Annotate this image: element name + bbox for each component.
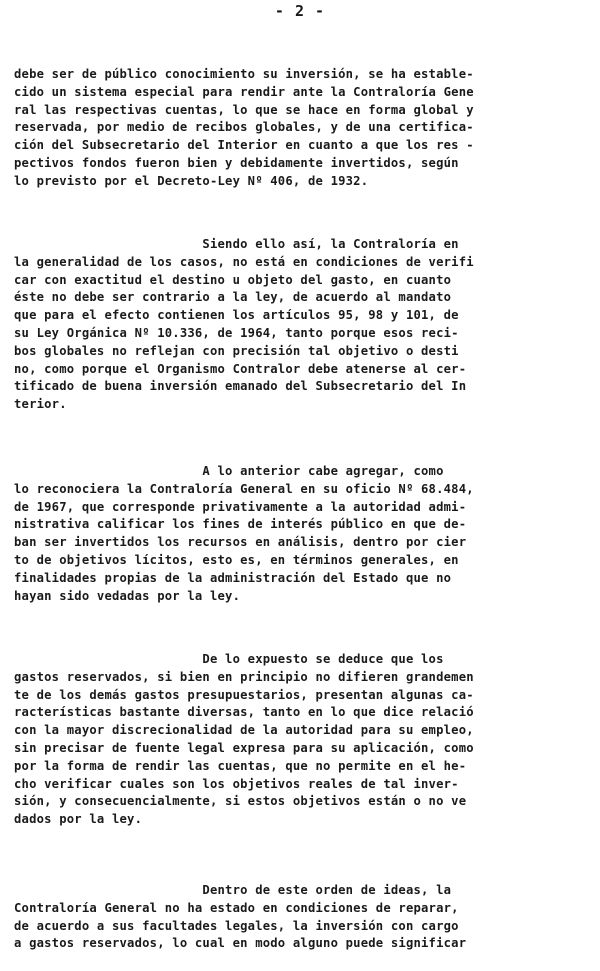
- text-line: cho verificar cuales son los objetivos reales de tal inver-: [14, 776, 459, 791]
- text-line: por la forma de rendir las cuentas, que no permite en el he-: [14, 758, 467, 773]
- paragraph-3: [14, 463, 594, 605]
- text-line: racterísticas bastante diversas, tanto en lo que dice relació: [14, 705, 474, 720]
- text-line: car con exactitud el destino u objeto del gasto, en cuanto: [14, 272, 452, 287]
- text-line: to de objetivos lícitos, esto es, en términos generales, en: [14, 552, 459, 567]
- paragraph-4: [14, 651, 594, 829]
- text-line: lo reconociera la Contraloría General en su oficio Nº 68.484,: [14, 481, 474, 496]
- text-line: no, como porque el Organismo Contralor debe atenerse al cer-: [14, 361, 467, 376]
- text-line: nistrativa calificar los fines de interés público en que de-: [14, 517, 467, 532]
- text-line: a gastos reservados, lo cual en modo alguno puede significar: [14, 936, 467, 951]
- text-line: cido un sistema especial para rendir ante la Contraloría Gene: [14, 84, 474, 99]
- text-line: lo previsto por el Decreto-Ley Nº 406, de 1932.: [14, 173, 369, 188]
- text-line: finalidades propias de la administración del Estado que no: [14, 570, 452, 585]
- text-line: Siendo ello así, la Contraloría en: [14, 237, 459, 251]
- text-line: te de los demás gastos presupuestarios, presentan algunas ca-: [14, 687, 474, 702]
- paragraph-2: [14, 236, 594, 414]
- text-line: con la mayor discrecionalidad de la autoridad para su empleo,: [14, 723, 474, 738]
- text-line: éste no debe ser contrario a la ley, de acuerdo al mandato: [14, 290, 452, 305]
- text-line: su Ley Orgánica Nº 10.336, de 1964, tanto porque esos reci-: [14, 325, 459, 340]
- text-line: hayan sido vedadas por la ley.: [14, 588, 241, 603]
- page-number: - 2 -: [274, 2, 326, 20]
- text-line: sin precisar de fuente legal expresa para su aplicación, como: [14, 740, 474, 755]
- text-line: tificado de buena inversión emanado del Subsecretario del In: [14, 379, 467, 394]
- text-line: reservada, por medio de recibos globales, y de una certifica-: [14, 120, 474, 135]
- text-line: de acuerdo a sus facultades legales, la inversión con cargo: [14, 918, 459, 933]
- text-line: Dentro de este orden de ideas, la: [14, 883, 452, 897]
- text-line: ral las respectivas cuentas, lo que se hace en forma global y: [14, 102, 474, 117]
- text-line: la generalidad de los casos, no está en condiciones de verifi: [14, 254, 474, 269]
- text-line: pectivos fondos fueron bien y debidamente invertidos, según: [14, 155, 459, 170]
- text-line: De lo expuesto se deduce que los: [14, 652, 444, 666]
- text-line: debe ser de público conocimiento su inversión, se ha estable-: [14, 67, 474, 81]
- text-line: dados por la ley.: [14, 812, 143, 827]
- text-line: A lo anterior cabe agregar, como: [14, 464, 444, 478]
- text-line: de 1967, que corresponde privativamente a la autoridad admi-: [14, 499, 467, 514]
- text-line: que para el efecto contienen los artículos 95, 98 y 101, de: [14, 308, 459, 323]
- text-line: Contraloría General no ha estado en condiciones de reparar,: [14, 900, 459, 915]
- text-line: gastos reservados, si bien en principio no difieren grandemen: [14, 669, 474, 684]
- text-line: ban ser invertidos los recursos en análisis, dentro por cier: [14, 535, 467, 550]
- text-line: terior.: [14, 397, 67, 412]
- paragraph-1: [14, 66, 594, 191]
- paragraph-5: [14, 882, 594, 953]
- text-line: sión, y consecuencialmente, si estos objetivos están o no ve: [14, 794, 467, 809]
- text-line: ción del Subsecretario del Interior en cuanto a que los res -: [14, 138, 474, 153]
- text-line: bos globales no reflejan con precisión tal objetivo o desti: [14, 343, 459, 358]
